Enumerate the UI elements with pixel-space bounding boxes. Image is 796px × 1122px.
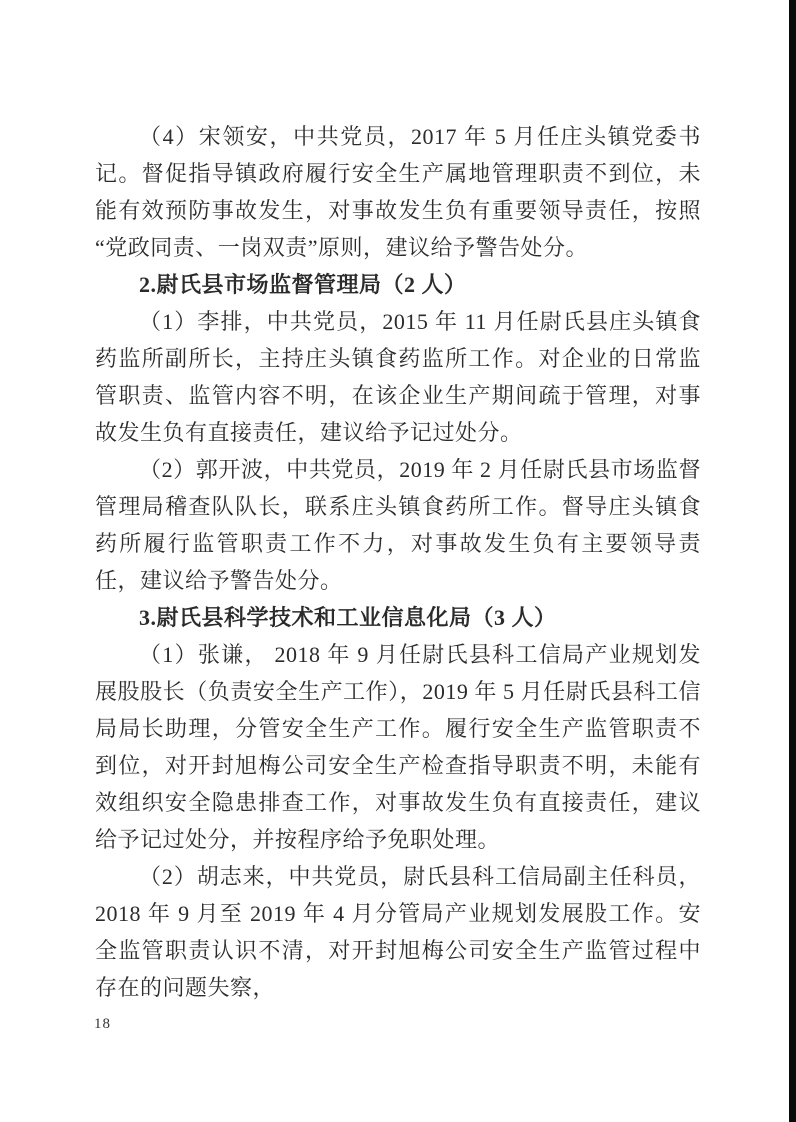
paragraph-hu-zhilai: （2）胡志来，中共党员，尉氏县科工信局副主任科员，2018 年 9 月至 2019 年 4 月分管局产业规划发展股工作。安全监管职责认识不清，对开封旭梅公司安全生产监管过程中存在的问题失察， — [95, 864, 701, 1000]
section-heading-science-tech-industry-bureau: 3.尉氏县科学技术和工业信息化局（3 人） — [139, 605, 557, 630]
page-number: 18 — [94, 1016, 111, 1032]
paragraph-guo-kaibo: （2）郭开波，中共党员，2019 年 2 月任尉氏县市场监督管理局稽查队队长，联系庄头镇食药所工作。督导庄头镇食药所履行监管职责工作不力，对事故发生负有主要领导责任，建议给予警告处分。 — [95, 457, 701, 593]
scan-edge-line — [789, 0, 796, 1122]
paragraph-li-pai: （1）李排，中共党员，2015 年 11 月任尉氏县庄头镇食药监所副所长，主持庄头镇食药监所工作。对企业的日常监管职责、监管内容不明，在该企业生产期间疏于管理，对事故发生负有直接责任，建议给予记过处分。 — [95, 309, 701, 445]
section-heading-market-supervision-bureau: 2.尉氏县市场监督管理局（2 人） — [139, 272, 467, 297]
paragraph-song-lingan: （4）宋领安，中共党员，2017 年 5 月任庄头镇党委书记。督促指导镇政府履行安全生产属地管理职责不到位，未能有效预防事故发生，对事故发生负有重要领导责任，按照“党政同责、一岗双责”原则，建议给予警告处分。 — [95, 124, 701, 260]
paragraph-zhang-qian: （1）张谦， 2018 年 9 月任尉氏县科工信局产业规划发展股股长（负责安全生产工作），2019 年 5 月任尉氏县科工信局局长助理，分管安全生产工作。履行安全生产监管职责不到位，对开封旭梅公司安全生产检查指导职责不明，未能有效组织安全隐患排查工作，对事故发生负有直接责任，建议给予记过处分，并按程序给予免职处理。 — [95, 642, 701, 852]
page-body-text — [95, 118, 701, 1006]
